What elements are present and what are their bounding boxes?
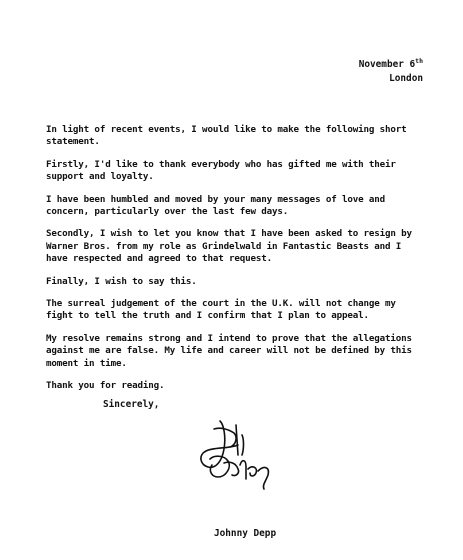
handwritten-signature-image <box>180 415 290 495</box>
paragraph: I have been humbled and moved by your many messages of love and concern, particularly over the last few days. <box>46 193 386 218</box>
signatory-name: Johnny Depp <box>214 528 277 539</box>
paragraph: Firstly, I'd like to thank everybody who has gifted me with their support and loyalty. <box>46 158 396 183</box>
city-line: London <box>389 73 423 84</box>
paragraph: My resolve remains strong and I intend to prove that the allegations against me are false. My life and career will not be defined by this moment in time. <box>46 332 412 369</box>
paragraph: Finally, I wish to say this. <box>46 275 197 287</box>
date-text: November 6 <box>358 59 416 70</box>
paragraph: Secondly, I wish to let you know that I have been asked to resign by Warner Bros. from my role as Grindelwald in Fantastic Beasts and I have respected and agreed to that request. <box>46 228 412 265</box>
paragraph: The surreal judgement of the court in the U.K. will not change my fight to tell the truth and I confirm that I plan to appeal. <box>46 298 396 322</box>
paragraph: In light of recent events, I would like to make the following short statement. <box>46 124 407 148</box>
date-line <box>359 58 423 72</box>
letter-header <box>359 58 423 86</box>
valediction: Sincerely, <box>103 399 160 410</box>
date-ordinal-suffix: th <box>415 57 423 65</box>
letter-body <box>46 124 426 403</box>
paragraph: Thank you for reading. <box>46 380 165 392</box>
